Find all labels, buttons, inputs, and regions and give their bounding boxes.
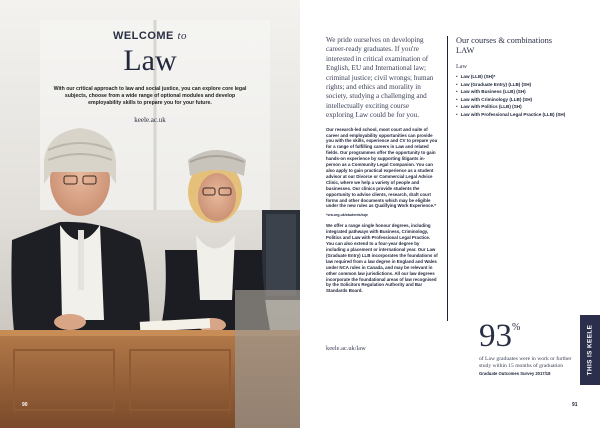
welcome-heading — [0, 30, 300, 42]
courses-heading-line1: Our courses & combinations — [456, 36, 553, 45]
website-link[interactable]: keele.ac.uk — [134, 116, 166, 124]
left-header — [0, 30, 300, 124]
stat-unit: % — [512, 322, 521, 333]
courses-subheading: Law — [456, 63, 467, 70]
welcome-word: WELCOME — [112, 30, 174, 42]
page-title: Law — [123, 44, 177, 77]
courses-heading — [456, 36, 586, 55]
body-paragraph: Our research-led school, moot court and suite of career and employability opportunities can provide you with the skills, experience and CV to prepare you for a range of fulfilling careers in Law and related fields. Our programmes offer the opportunity to gain hands-on experience by supporting litigants in-person as a Community Legal Companion. You can also apply to gain practical experience as a student advisor at our Divorce or Commercial Legal Advice Clinic, where we help a variety of people and businesses. Our clinics provide students the opportunity to advise clients, research, draft court forms and other documents which may be eligible under the new rules as Qualifying Work Experience.* — [326, 126, 438, 209]
graduate-stat — [479, 320, 579, 376]
course-item[interactable]: • Law with Criminology (LLB) (SH) — [456, 96, 586, 104]
law-website-link[interactable]: keele.ac.uk/law — [326, 345, 366, 352]
footnote: *sra.org.uk/students/sqe — [326, 213, 368, 218]
side-tab-label: THIS IS KEELE — [586, 324, 594, 376]
intro-text: With our critical approach to law and social justice, you can explore core legal subjects, choose from a wide range of optional modules and develop employability skills to prepare you for your future. — [53, 86, 247, 106]
courses-column — [456, 36, 586, 119]
course-item[interactable]: • Law (LLB) (SH)* — [456, 73, 586, 81]
stat-number — [479, 320, 579, 352]
course-item[interactable]: • Law with Business (LLB) (SH) — [456, 88, 586, 96]
main-text-column — [326, 36, 438, 294]
stat-value: 93 — [479, 318, 512, 354]
body-paragraph: We offer a range single honour degrees, including integrated pathways with Business, Criminology, Politics and Law with Professional Legal Practice. You can also extend to a four-year degree by including a placement or international year. Our Law (Graduate Entry) LLB incorporates the foundations of law required from a law degree in England and Wales under NCA rules in Canada, and may be relevant in other common law jurisdictions. All our law degrees incorporate the foundational areas of law recognised by the Solicitors Regulation Authority and Bar Standards Board. — [326, 223, 438, 294]
courses-heading-line2: LAW — [456, 45, 475, 55]
page-number-left: 90 — [22, 402, 28, 408]
lead-paragraph: We pride ourselves on developing career-ready graduates. If you're interested in critical examination of English, EU and International law; criminal justice; civil wrongs; human rights; and ethics and morality in society, studying a challenging and intellectually exciting course exploring Law could be for you. — [326, 36, 434, 120]
course-item[interactable]: • Law with Politics (LLB) (SH) — [456, 103, 586, 111]
page-number-right: 91 — [572, 402, 578, 408]
stat-description: of Law graduates were in work or further study within 15 months of graduation — [479, 356, 572, 369]
welcome-to: to — [177, 30, 188, 42]
course-list — [456, 73, 586, 119]
column-divider — [447, 36, 448, 321]
course-item[interactable]: • Law with Professional Legal Practice (LLB) (SH) — [456, 111, 586, 119]
stat-source: Graduate Outcomes Survey 2017/18 — [479, 371, 551, 376]
course-item[interactable]: • Law (Graduate Entry) (LLB) (SH) — [456, 81, 586, 89]
